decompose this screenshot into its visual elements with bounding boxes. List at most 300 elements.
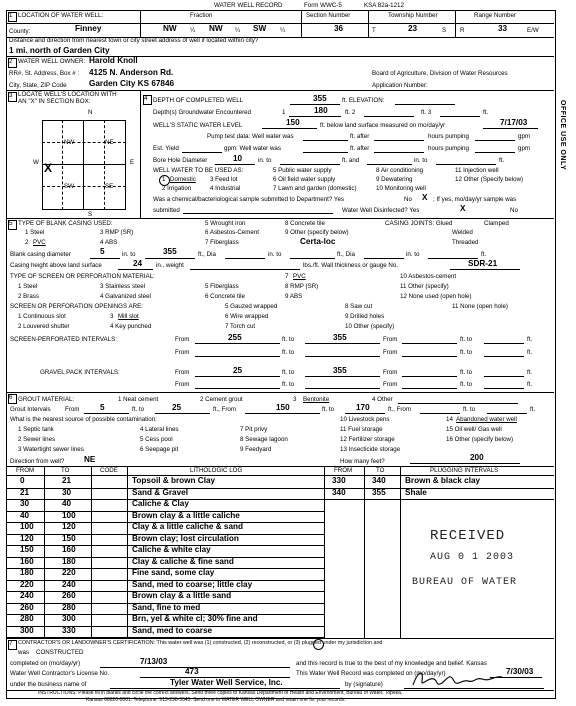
range-prefix: R: [460, 27, 465, 34]
ft-dia-2: ft., Dia: [337, 251, 355, 258]
screen-asbestos: 10 Asbestos-cement: [400, 273, 457, 280]
screen-rmp: 8 RMP (SR): [285, 283, 319, 290]
after-label: ft. after: [350, 133, 370, 140]
screen-material-label: TYPE OF SCREEN OR PERFORATION MATERIAL:: [10, 273, 155, 280]
grout-to-1: 25: [172, 403, 182, 412]
locate-label: LOCATE WELL'S LOCATION WITH: [18, 91, 117, 98]
true-statement: and this record is true to the best of my knowledge and belief. Kansas: [296, 660, 487, 667]
cont-sewer: 2 Sewer lines: [18, 436, 56, 443]
constructed-circle: [313, 639, 324, 650]
county-value: Finney: [75, 24, 102, 33]
section-number: 36: [334, 24, 344, 33]
well-location-mark: X: [44, 161, 53, 175]
open-key: 4 Key punched: [110, 323, 152, 330]
from-label-5: From: [175, 369, 190, 376]
ft: ft.: [481, 251, 487, 258]
quarter-mark: ¼: [235, 27, 241, 34]
plug-row-divider: [324, 488, 554, 489]
instructions-line-1: INSTRUCTIONS: Please fill in blanks and circle the correct answers. Send three copies to Kansas Department of Health and Environment, Bureau of Water, Topeka,: [38, 690, 403, 696]
plug-from: 340: [332, 487, 346, 497]
after-label-2: ft. after: [350, 145, 370, 152]
chem-if: ; If yes, mo/day/yr sample was: [433, 196, 517, 203]
range-suffix: E/W: [527, 27, 539, 34]
grout-label: GROUT MATERIAL:: [18, 396, 75, 403]
use-monitoring: 10 Monitoring well: [376, 185, 426, 192]
open-wire: 6 Wire wrapped: [225, 313, 269, 320]
distance-value: 1 mi. north of Garden City: [9, 46, 110, 55]
section-1-number: 1: [9, 12, 13, 19]
open-other: 10 Other (specify): [345, 323, 395, 330]
cont-lagoon: 8 Sewage lagoon: [240, 436, 288, 443]
open-none: 11 None (open hole): [452, 303, 508, 310]
log-from: 40: [20, 510, 30, 520]
plug-to: 355: [372, 487, 386, 497]
groundwater-depth-1: 180: [314, 106, 328, 115]
fraction-1: NW: [163, 24, 177, 33]
log-from: 280: [20, 614, 34, 623]
ft-to-label-4: ft. to: [460, 349, 473, 356]
submitted-label: submitted: [153, 207, 180, 214]
grout-3-number: 3: [293, 396, 297, 403]
gravel-pack-label: GRAVEL PACK INTERVALS:: [40, 369, 120, 376]
log-lithology-header: LITHOLOGIC LOG: [190, 467, 243, 474]
cont-livestock: 10 Livestock pens: [340, 416, 390, 423]
log-description: Fine sand, some clay: [132, 568, 215, 577]
plug-row-divider: [324, 499, 554, 500]
cont-privy: 7 Pit privy: [240, 426, 268, 433]
grout-intervals-label: Grout Intervals: [10, 406, 51, 413]
use-air: 8 Air conditioning: [376, 167, 424, 174]
log-description: Sand, med to coarse; little clay: [132, 579, 253, 589]
log-from: 160: [20, 556, 34, 566]
township-label: Township Number: [388, 12, 438, 19]
north-label: N: [88, 109, 93, 116]
ft-to-label: ft. to: [282, 336, 295, 343]
application-label: Application Number:: [372, 82, 428, 89]
use-dewatering: 9 Dewatering: [376, 176, 413, 183]
form-title: WATER WELL RECORD: [214, 2, 283, 9]
log-to: 240: [62, 579, 76, 589]
log-from: 300: [20, 625, 34, 635]
gravel-pack-from: 25: [233, 366, 243, 375]
owner-address: 4125 N. Anderson Rd.: [89, 68, 174, 77]
weight-label: in., weight: [156, 262, 184, 269]
casing-fiberglass: 7 Fiberglass: [205, 239, 239, 246]
location-label: LOCATION OF WATER WELL:: [18, 12, 104, 19]
casing-height: 24: [133, 259, 143, 268]
plug-from: 330: [332, 476, 346, 485]
hours-pumping-label-2: hours pumping: [428, 145, 469, 152]
section-3-number: 3: [9, 92, 13, 99]
log-from: 21: [20, 487, 30, 497]
use-injection: 11 Injection well: [455, 167, 499, 174]
license-number: 473: [185, 667, 199, 676]
groundwater-1-index: 1: [282, 109, 286, 116]
depth-value: 355: [313, 94, 327, 103]
how-many-feet-label: How many feet?: [340, 458, 385, 465]
direction-label: Direction from well?: [10, 458, 65, 465]
certification-text: CONTRACTOR'S OR LANDOWNER'S CERTIFICATION: This water well was (1) constructed, (2) reconstructed, or (3) plugged under my jurisdiction and: [18, 640, 383, 646]
casing-rmp: 3 RMP (SR): [100, 229, 134, 236]
log-from: 30: [20, 499, 30, 508]
grout-ft-from-2: ft., From: [388, 406, 412, 413]
use-irrigation: 2 Irrigation: [162, 185, 192, 192]
license-label: Water Well Contractor's License No.: [10, 670, 110, 677]
screen-intervals-label: SCREEN-PERFORATED INTERVALS:: [10, 336, 117, 343]
ft-to-label-5: ft. to: [282, 369, 295, 376]
log-to: 30: [62, 487, 72, 497]
grout-ft-to-2: ft. to: [322, 406, 335, 413]
business-label: under the business name of: [10, 681, 87, 688]
cont-insecticide: 13 Insecticide storage: [340, 446, 401, 453]
log-code-header: CODE: [100, 467, 118, 474]
casing-other: 9 Other (specify below): [285, 229, 349, 236]
log-description: Topsoil & brown Clay: [132, 476, 216, 485]
quarter-mark: ¼: [280, 27, 286, 34]
open-torch: 7 Torch cut: [225, 323, 256, 330]
use-label: WELL WATER TO BE USED AS:: [153, 167, 244, 174]
ft-and-label: ft. and: [342, 157, 360, 164]
grout-neat: 1 Neat cement: [118, 396, 159, 403]
casing-asbestos: 6 Asbestos-Cement: [205, 229, 259, 236]
cont-oil: 15 Oil well/ Gas well: [446, 426, 502, 433]
screen-pvc-selected: PVC: [293, 273, 306, 280]
log-description: Brown clay; lost circulation: [132, 533, 239, 543]
log-to-header: TO: [61, 467, 70, 474]
casing-label: TYPE OF BLANK CASING USED:: [18, 220, 113, 227]
casing-steel: 1 Steel: [25, 229, 45, 236]
plug-description: Brown & black clay: [405, 476, 481, 485]
ne-quadrant-label: NE: [105, 139, 114, 146]
ft-to-label-3: ft. to: [282, 349, 295, 356]
joints-label: CASING JOINTS: Glued: [385, 220, 453, 227]
screen-steel: 1 Steel: [18, 283, 38, 290]
screen-interval-from: 255: [228, 333, 242, 342]
ft-to-label-2: ft. to: [460, 336, 473, 343]
cont-abandoned-selected: Abandoned water well: [456, 416, 517, 423]
township-prefix: T: [372, 27, 376, 34]
plug-intervals-header: PLUGGING INTERVALS: [430, 467, 499, 474]
open-continuous: 1 Continuous slot: [18, 313, 66, 320]
grout-bentonite-selected: Bentonite: [303, 396, 330, 403]
cont-14-number: 14: [446, 416, 453, 423]
groundwater-label: Depth(s) Groundwater Encountered: [153, 109, 252, 116]
grout-from-1: 5: [100, 403, 105, 412]
township-number: 23: [408, 24, 418, 33]
owner-label: WATER WELL OWNER:: [18, 58, 86, 65]
section-4-number: 4: [144, 95, 148, 102]
was-label: was: [18, 649, 30, 656]
joints-clamped: Clamped: [484, 220, 509, 227]
cont-lateral: 4 Lateral lines: [140, 426, 179, 433]
from-label-6: From: [383, 369, 398, 376]
from-label-8: From: [383, 381, 398, 388]
wall-thickness-label: lbs./ft. Wall thickness or gauge No.: [303, 262, 399, 269]
log-from: 180: [20, 568, 34, 577]
contamination-label: What is the nearest source of possible contamination:: [10, 416, 157, 423]
hours-pumping-label: hours pumping: [428, 133, 469, 140]
bore-label: Bore Hole Diameter: [153, 157, 208, 164]
use-1-number: 1: [162, 176, 166, 183]
screen-other: 11 Other (specify): [400, 283, 449, 290]
openings-label: SCREEN OR PERFORATION OPENINGS ARE:: [10, 303, 143, 310]
quarter-mark: ¼: [190, 27, 196, 34]
log-to: 150: [62, 533, 76, 543]
grout-ft-from: ft., From: [213, 406, 237, 413]
log-to: 330: [62, 625, 76, 635]
ft-label-2: ft.: [499, 157, 505, 164]
grout-from-2: 150: [276, 403, 290, 412]
section-grid: [42, 120, 126, 210]
in-to-3: in. to: [406, 251, 420, 258]
log-description: Brown clay & a little sand: [132, 591, 232, 600]
ft-label-4: ft.: [527, 349, 533, 356]
use-other: 12 Other (Specify below): [455, 176, 524, 183]
fraction-2: NW: [209, 24, 223, 33]
range-number: 33: [498, 24, 508, 33]
cont-watertight: 3 Watertight sewer lines: [18, 446, 84, 453]
section-2-number: 2: [9, 58, 13, 65]
east-label: E: [130, 159, 135, 166]
static-level-value: 150: [286, 118, 300, 127]
casing-height-label: Casing height above land surface: [10, 262, 102, 269]
cont-other: 16 Other (specify below): [446, 436, 514, 443]
city-label: City, State, ZIP Code: [9, 82, 67, 89]
gpm-label: gpm: [518, 133, 531, 140]
blank-diameter: 5: [100, 247, 105, 256]
from-label-4: From: [383, 349, 398, 356]
se-quadrant-label: SE: [105, 183, 114, 190]
casing-2-number: 2: [25, 239, 29, 246]
log-description: Caliche & white clay: [132, 545, 211, 554]
log-description: Brn, yel & white cl; 30% fine and: [132, 614, 258, 623]
log-to: 260: [62, 591, 76, 600]
screen-fiberglass: 5 Fiberglass: [205, 283, 239, 290]
static-level-text: ft. below land surface measured on mo/day/yr: [320, 122, 446, 129]
in-to-label-2: in. to: [414, 157, 428, 164]
nw-quadrant-label: NW: [64, 139, 75, 146]
feet-value: 200: [470, 453, 484, 462]
blank-diameter-to: 355: [163, 247, 177, 256]
received-stamp: RECEIVED: [430, 528, 506, 544]
log-to: 280: [62, 602, 76, 612]
grout-ft-to: ft. to: [132, 406, 145, 413]
open-3-number: 3: [110, 313, 114, 320]
open-saw: 8 Saw cut: [345, 303, 373, 310]
cont-cess: 5 Cess pool: [140, 436, 173, 443]
cont-seepage: 6 Seepage pit: [140, 446, 179, 453]
use-public: 5 Public water supply: [273, 167, 332, 174]
casing-abs: 4 ABS: [100, 239, 118, 246]
open-drilled: 9 Drilled holes: [345, 313, 385, 320]
casing-wrought: 5 Wrought iron: [205, 220, 246, 227]
from-label: From: [175, 336, 190, 343]
log-from: 220: [20, 579, 34, 589]
casing-pvc-selected: PVC: [33, 239, 46, 246]
log-from: 150: [20, 545, 34, 554]
signature-label: by (signature): [345, 681, 383, 688]
from-label-2: From: [383, 336, 398, 343]
use-domestic-selected: Domestic: [170, 176, 196, 183]
owner-name: Harold Knoll: [89, 56, 138, 65]
chem-label: Was a chemical/bacteriological sample submitted to Department? Yes: [153, 196, 344, 203]
log-description: Sand, fine to med: [132, 602, 201, 612]
cont-fertilizer: 12 Fertilizer storage: [340, 436, 395, 443]
log-from: 260: [20, 602, 34, 612]
log-description: Clay & a little caliche & sand: [132, 522, 244, 531]
open-louvered: 2 Louvered shutter: [18, 323, 70, 330]
disinfected-label: Water Well Disinfected? Yes: [342, 207, 420, 214]
in-to-2: in. to: [268, 251, 282, 258]
township-suffix: S: [442, 27, 447, 34]
ft-to-label-8: ft. to: [460, 381, 473, 388]
gpm-label-2: gpm: [518, 145, 531, 152]
board-text: Board of Agriculture, Division of Water Resources: [372, 70, 508, 77]
instructions-line-2: Kansas 66620-0001. Telephone: 913-296-5545. Send one to WATER WELL OWNER and retain one for your records.: [86, 697, 346, 703]
grout-ft-to-3: ft. to: [463, 406, 476, 413]
received-stamp-date: AUG 0 1 2003: [430, 552, 515, 563]
wall-thickness: SDR-21: [468, 259, 498, 268]
bore-diameter: 10: [233, 154, 243, 163]
pump-test-label: Pump test data: Well water was: [207, 133, 294, 140]
log-from-header: FROM: [16, 467, 35, 474]
screen-abs: 9 ABS: [285, 293, 303, 300]
open-gauzed: 5 Gauzed wrapped: [225, 303, 278, 310]
log-to: 40: [62, 499, 72, 508]
log-description: Caliche & Clay: [132, 499, 189, 508]
sw-quadrant-label: SW: [64, 183, 74, 190]
received-stamp-bureau: BUREAU OF WATER: [412, 577, 518, 588]
grout-cement: 2 Cement grout: [200, 396, 243, 403]
log-to: 21: [62, 476, 72, 485]
distance-label: Distance and direction from nearest town or city street address of well if located within city?: [9, 37, 259, 44]
locate-label-2: AN "X" IN SECTION BOX:: [18, 98, 91, 105]
log-to: 160: [62, 545, 76, 554]
log-description: Clay & caliche & fine sand: [132, 556, 234, 566]
screen-brass: 2 Brass: [18, 293, 39, 300]
yield-label: Est. Yield: [153, 145, 179, 152]
static-level-date: 7/17/03: [500, 118, 528, 127]
log-from: 100: [20, 522, 34, 531]
record-completed-date: 7/30/03: [506, 667, 534, 676]
chem-no-mark: X: [422, 193, 428, 202]
form-number: Form WWC-5: [304, 2, 342, 9]
section-6-number: 6: [9, 394, 13, 401]
in-to: in. to: [122, 251, 136, 258]
office-use-label: OFFICE USE ONLY: [559, 100, 566, 171]
log-description: Brown clay & a little caliche: [132, 510, 240, 520]
business-name: Tyler Water Well Service, Inc.: [170, 678, 283, 687]
county-label: County:: [9, 28, 31, 35]
address-label: RR#, St. Address, Box # :: [9, 70, 80, 77]
west-label: W: [33, 159, 39, 166]
open-mill-slot-selected: Mill slot: [118, 313, 139, 320]
plug-description: Shale: [405, 487, 427, 497]
section-7-number: 7: [9, 640, 13, 647]
section-number-label: Section Number: [306, 12, 351, 19]
ksa-reference: KSA 82a-1212: [364, 2, 404, 9]
grout-other: 4 Other: [372, 396, 393, 403]
range-label: Range Number: [474, 12, 516, 19]
section-5-number: 5: [9, 220, 13, 227]
yield-water-was: gpm: Well water was: [224, 145, 281, 152]
log-description: Sand & Gravel: [132, 487, 188, 497]
screen-concrete: 6 Concrete tile: [205, 293, 245, 300]
plug-to-header: TO: [376, 467, 385, 474]
construction-status: CONSTRUCTED: [36, 649, 84, 656]
ft-2: ft. 2: [345, 109, 356, 116]
joints-threaded: Threaded: [452, 239, 479, 246]
casing-concrete: 8 Concrete tile: [285, 220, 325, 227]
completed-date: 7/13/03: [140, 657, 168, 666]
fraction-3: SW: [253, 24, 267, 33]
plug-to: 340: [372, 476, 386, 485]
direction-value: NE: [84, 455, 96, 464]
log-from: 120: [20, 533, 34, 543]
chem-no: No: [404, 196, 412, 203]
use-lawn: 7 Lawn and garden (domestic): [273, 185, 357, 192]
completed-label: completed on (mo/day/yr): [10, 660, 81, 667]
grout-ft: ft.: [530, 406, 536, 413]
screen-interval-to: 355: [333, 333, 347, 342]
south-label: S: [88, 211, 93, 218]
depth-label: DEPTH OF COMPLETED WELL: [153, 97, 244, 104]
ft-label-6: ft.: [527, 381, 533, 388]
ft-to-label-6: ft. to: [460, 369, 473, 376]
log-to: 300: [62, 614, 76, 623]
ft-to-label-7: ft. to: [282, 381, 295, 388]
log-from: 240: [20, 591, 34, 600]
cont-fuel: 11 Fuel storage: [340, 426, 383, 433]
log-to: 220: [62, 568, 76, 577]
ft-label: ft.: [483, 109, 489, 116]
ft-label-3: ft.: [527, 336, 533, 343]
ft-3: ft. 3: [421, 109, 432, 116]
from-label-3: From: [175, 349, 190, 356]
use-feedlot: 3 Feed lot: [210, 176, 238, 183]
grout-from: From: [65, 406, 80, 413]
blank-diameter-label: Blank casing diameter: [10, 251, 71, 258]
record-completed-label: This Water Well Record was completed on (mo/day/yr): [296, 670, 446, 677]
log-to: 120: [62, 522, 76, 531]
disinfected-no: No: [510, 207, 518, 214]
gravel-pack-to: 355: [333, 366, 347, 375]
screen-7-number: 7: [285, 273, 289, 280]
screen-stainless: 3 Stainless steel: [100, 283, 146, 290]
log-description: Sand, med to coarse: [132, 625, 213, 635]
static-level-label: WELL'S STATIC WATER LEVEL: [153, 122, 243, 129]
cont-feedyard: 9 Feedyard: [240, 446, 272, 453]
screen-none: 12 None used (open hole): [400, 293, 472, 300]
ft-label-5: ft.: [527, 369, 533, 376]
owner-city: Garden City KS 67846: [89, 79, 175, 88]
cont-septic: 1 Septic tank: [18, 426, 54, 433]
log-from: 0: [20, 476, 25, 485]
plug-from-header: FROM: [334, 467, 353, 474]
in-to-label: in. to: [258, 157, 272, 164]
log-to: 180: [62, 556, 76, 566]
log-to: 100: [62, 510, 76, 520]
disinfected-mark: X: [460, 204, 466, 213]
joints-welded: Welded: [452, 229, 473, 236]
fraction-label: Fraction: [190, 12, 213, 19]
from-label-7: From: [175, 381, 190, 388]
use-oilfield: 6 Oil field water supply: [273, 176, 336, 183]
casing-other-value: Certa-loc: [300, 237, 336, 246]
grout-to-2: 170: [356, 403, 370, 412]
use-industrial: 4 Industrial: [210, 185, 241, 192]
elevation-label: ft. ELEVATION:: [342, 97, 385, 104]
